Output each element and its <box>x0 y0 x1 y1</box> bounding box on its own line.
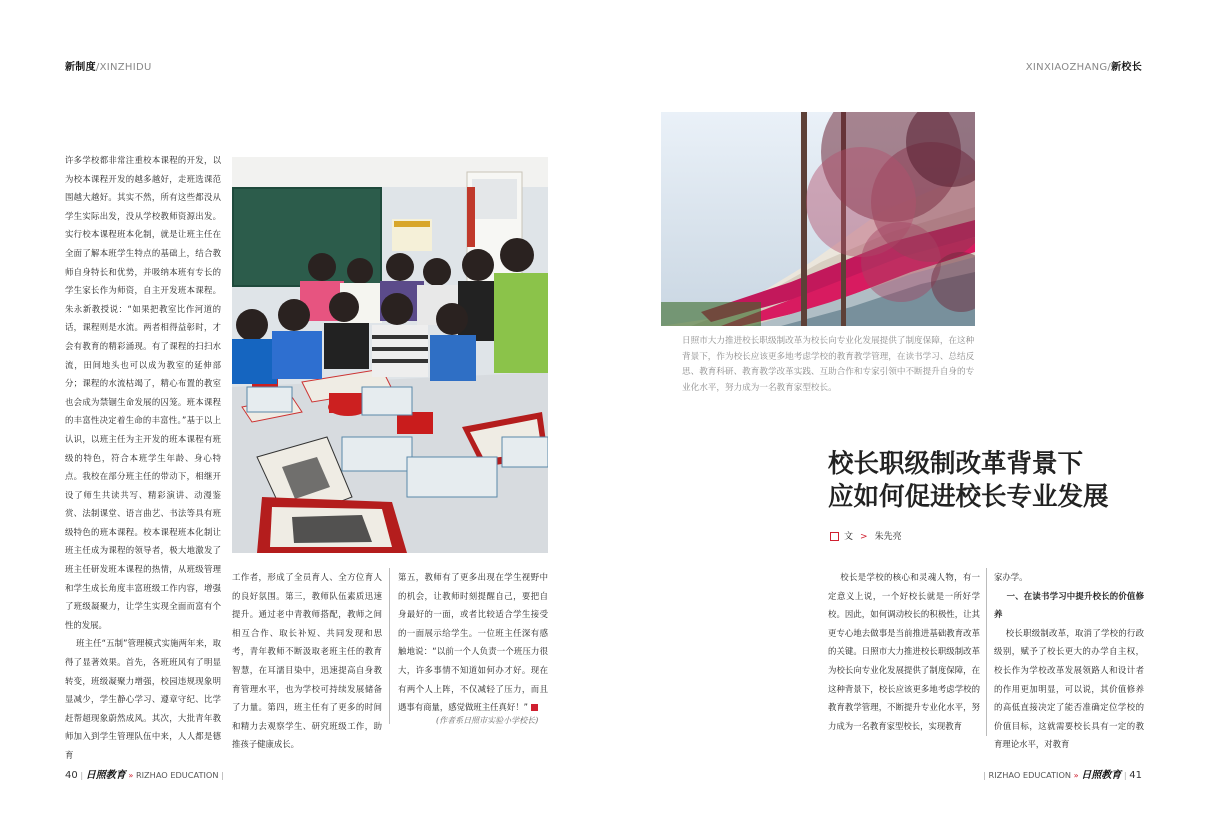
right-running-header <box>1026 58 1142 73</box>
left-header-bold: 新制度 <box>65 62 96 73</box>
right-column-divider <box>986 568 987 736</box>
author-note: (作者系日照市实验小学校长) <box>436 716 539 725</box>
right-header-bold: 新校长 <box>1111 62 1142 73</box>
arrow-icon: > <box>860 532 868 542</box>
end-mark-icon <box>531 704 538 711</box>
left-footer-logo: 日照教育 <box>85 770 126 781</box>
right-footer-logo: 日照教育 <box>1081 770 1122 781</box>
classroom-photo <box>232 157 548 553</box>
right-footer-text: RIZHAO EDUCATION <box>988 770 1072 780</box>
left-column-2-text: 工作者，形成了全员育人、全方位育人的良好氛围。第三，教师队伍素质迅速提升。通过老中青教师搭配，教师之间相互合作、取长补短、共同发现和思考，青年教师不断汲取老班主任的教育智慧，在耳濡目染中，迅速提高自身教育管理水平，也为学校可持续发展储备了力量。第四，班主任有了更多的时间和精力去观察学生、研究班级工作，助推孩子健康成长。 <box>232 572 382 750</box>
left-header-light: /XINZHIDU <box>95 62 152 73</box>
school-building-photo <box>661 112 975 326</box>
column-5-body: 校长职级制改革，取消了学校的行政级别，赋予了校长更大的办学自主权，校长作为学校改革发展领路人和设计者的作用更加明显，可以说，其价值修养的高低直接决定了能否准确定位学校的价值目标，这就需要校长具有一定的教育理论水平，对教育 <box>994 627 1144 750</box>
article-title: 校长职级制改革背景下 应如何促进校长专业发展 <box>828 449 1109 512</box>
right-page-number: 41 <box>1129 770 1142 781</box>
byline-author: 朱先亮 <box>874 532 902 542</box>
byline-box-icon <box>830 532 839 541</box>
column-3-body: 第五，教师有了更多出现在学生视野中的机会，让教师时刻提醒自己，要把自身最好的一面，或者比较适合学生接受的一面展示给学生。一位班主任深有感触地说：“以前一个人负责一个班压力很大，许多事情不知道如何办才好。现在有两个人上阵，不仅减轻了压力，而且遇事有商量，感觉做班主任真好！” <box>398 572 548 713</box>
left-footer-text: RIZHAO EDUCATION <box>135 770 219 780</box>
column-5-intro: 家办学。 <box>994 572 1028 582</box>
right-footer: | RIZHAO EDUCATION » 日照教育 | 41 <box>983 770 1142 781</box>
left-running-header <box>65 58 152 73</box>
byline <box>830 529 902 542</box>
right-header-light: XINXIAOZHANG/ <box>1025 62 1112 73</box>
left-footer: 40 | 日照教育 » RIZHAO EDUCATION | <box>65 770 224 781</box>
byline-label: 文 <box>844 532 854 542</box>
left-column-1-text: 许多学校都非常注重校本课程的开发，以为校本课程开发的越多越好，走班选课范围越大越好。其实不然，所有这些都没从学生实际出发，没从学校教师资源出发。实行校本课程班本化制，就是让班主任在全面了解本班学生特点的基础上，结合教师自身特长和优势，并吸纳本班有专长的学生家长作为师资，自主开发班本课程。朱永新教授说：“如果把教室比作河道的话，课程则是水流。两者相得益彰时，才会有教育的精彩涌现。有了课程的扫扫水流，田间地头也可以成为教室的延伸部分；课程的水流枯竭了，精心布置的教室也会成为禁锢生命发展的囚笼。班本课程的丰富性决定着生命的丰富性。”基于以上认识，以班主任为主开发的班本课程有班级的特色，符合本班学生年龄、身心特点。我校在部分班主任的带动下，相继开设了师生共读共写、精彩演讲、动漫鉴赏、法制课堂、语言曲艺、书法等具有班级特色的班本课程。校本课程班本化制让班主任成为课程的领导者，极大地激发了班主任研发班本课程的热情，从班级管理和学生成长角度丰富班级工作内容，增强了班级凝聚力，让学生实现全面而富有个性的发展。 班主任“五制”管理模式实施两年来，取得了显著效果。首先，各班班风有了明显转变，班级凝聚力增强，校园违规现象明显减少，学生静心学习、遵章守纪、比学赶帮超现象蔚然成风。其次，大批青年教师加入到学生管理队伍中来，人人都是德育 <box>65 155 221 760</box>
section-heading: 一、在读书学习中提升校长的价值修养 <box>994 590 1144 620</box>
photo-caption: 日照市大力推进校长职级制改革为校长向专业化发展提供了制度保障，在这种背景下，作为校长应该更多地考虑学校的教育教学管理，在读书学习、总结反思、教育科研、教育教学改革实践、互助合作和专家引领中不断提升自身的专业化水平，努力成为一名教育家型校长。 <box>682 336 975 393</box>
left-column-3-text <box>398 568 548 718</box>
column-divider <box>389 568 390 724</box>
right-column-1-text: 校长是学校的核心和灵魂人物，有一定意义上说，一个好校长就是一所好学校。因此，如何调动校长的积极性，让其更专心地去做事是当前推进基础教育改革的关键。日照市大力推进校长职级制改革为校长向专业化发展提供了制度保障，在这种背景下，校长应该更多地考虑学校的教育教学管理，不断提升专业化水平，努力成为一名教育家型校长，实现教育 <box>828 572 980 731</box>
right-column-2 <box>994 568 1144 750</box>
left-page-number: 40 <box>65 770 78 781</box>
